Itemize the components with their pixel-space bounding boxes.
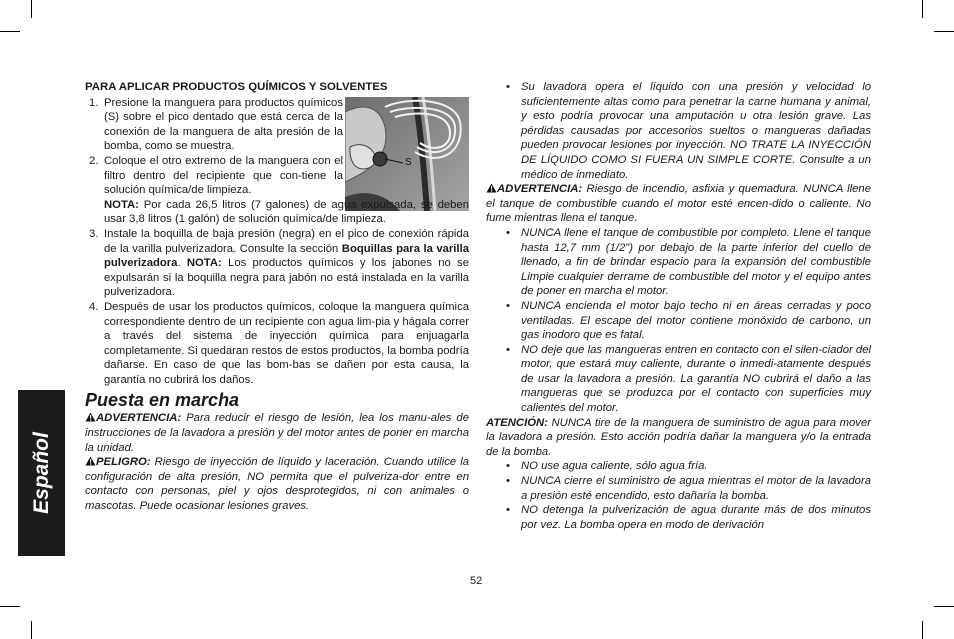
attention-note — [486, 416, 871, 460]
crop-mark — [922, 0, 923, 18]
language-tab — [18, 390, 65, 556]
bullet-dot: • — [506, 343, 510, 356]
step-text: . — [177, 257, 187, 270]
bullet-dot: • — [506, 226, 510, 239]
crop-mark — [31, 0, 32, 18]
bullet-water-supply — [486, 474, 871, 503]
bullet-dot: • — [506, 475, 510, 488]
danger-text: Riesgo de inyección de líquido y laceración. Cuando utilice la configuración de alta presión, NO permita que el pulveriza-dor entre en contacto con personas, piel y ojos desprotegidos, ni con animales o mascotas. Puede ocasionar lesiones graves. — [85, 456, 469, 513]
bullet-dot: • — [506, 460, 510, 473]
warning-fire — [486, 182, 871, 226]
step-number: 4. — [89, 300, 99, 313]
warning-label: ADVERTENCIA: — [497, 183, 583, 196]
bullet-ventilation — [486, 299, 871, 343]
bullet-text: NUNCA llene el tanque de combustible por completo. Llene el tanque hasta 12,7 mm (1/2") por debajo de la parte inferior del cuello de llenado, a fin de brindar espacio para la expansión del combustible Limpie cualquier derrame de combustible del motor y el equipo antes de poner en marcha el motor. — [521, 226, 871, 298]
bullet-spray-duration — [486, 503, 871, 532]
warning-triangle-icon — [486, 183, 497, 193]
step-text: Los productos químicos y los jabones no se expulsarán si la boquilla negra para jabón no está instalada en la varilla pulverizadora. — [104, 257, 469, 299]
step-1 — [85, 96, 343, 154]
attention-label: ATENCIÓN: — [486, 416, 548, 429]
chemical-section-heading: PARA APLICAR PRODUCTOS QUÍMICOS Y SOLVENTES — [85, 81, 388, 93]
step-3 — [85, 227, 469, 300]
step-text: Después de usar los productos químicos, coloque la manguera química correspondiente dentro de un recipiente con agua lim-pia y hágala correr a través del sistema de inyección química para enjuagarla completamente. Si quedaran restos de estos productos, la bomba podría dañarse. En caso de que las bom-bas se dañen por esta causa, la garantía no cubrirá los daños. — [104, 300, 469, 386]
note-text: Por cada 26,5 litros (7 galones) de agua expulsada, se deben usar 3,8 litros (1 galón) de solución química/de limpieza. — [104, 198, 469, 226]
bullet-muffler — [486, 343, 871, 416]
warning-triangle-icon — [85, 456, 96, 466]
right-column — [486, 80, 871, 532]
bullet-text: NUNCA cierre el suministro de agua mientras el motor de la lavadora a presión esté encendido, esto dañaría la bomba. — [521, 475, 871, 502]
bullet-text: NO use agua caliente, sólo agua fría. — [521, 460, 708, 473]
crop-mark — [0, 31, 20, 32]
crop-mark — [934, 606, 954, 607]
crop-mark — [0, 606, 20, 607]
startup-section-title: Puesta en marcha — [85, 390, 240, 411]
note-label: NOTA: — [186, 257, 222, 270]
step-text: Presione la manguera para productos químicos (S) sobre el pico dentado que está cerca de la conexión de la manguera de alta presión de la bomba, como se muestra. — [104, 96, 343, 153]
crop-mark — [31, 621, 32, 639]
language-tab-label: Español — [29, 432, 53, 514]
crop-mark — [934, 31, 954, 32]
section-reference: Boquillas para la varilla pulverizadora — [104, 242, 469, 270]
bullet-fuel-tank — [486, 226, 871, 299]
warning-triangle-icon — [85, 412, 96, 422]
figure-label-s: S — [405, 157, 412, 168]
bullet-text: NO detenga la pulverización de agua durante más de dos minutos por vez. La bomba opera en modo de derivación — [521, 504, 871, 531]
bullet-text: NUNCA encienda el motor bajo techo ni en áreas cerradas y poco ventiladas. El escape del motor contiene monóxido de carbono, un gas inodoro que es fatal. — [521, 299, 871, 342]
danger-injection — [85, 455, 469, 513]
bullet-dot: • — [506, 504, 510, 517]
step-number: 2. — [89, 154, 99, 167]
bullet-dot: • — [506, 81, 510, 93]
step-number: 3. — [89, 227, 99, 240]
step-text: Coloque el otro extremo de la manguera con el filtro dentro del recipiente que con-tiene la solución química/de limpieza. — [104, 154, 343, 197]
note-chemical-ratio — [85, 198, 469, 227]
step-number: 1. — [89, 96, 99, 109]
warning-text: Riesgo de incendio, asfixia y quemadura. NUNCA llene el tanque de combustible cuando el motor esté encen-dido o caliente. No fume mientras llena el tanque. — [486, 183, 871, 225]
step-4 — [85, 300, 469, 388]
page-number: 52 — [470, 575, 483, 587]
warning-text: Para reducir el riesgo de lesión, lea los manu-ales de instrucciones de la lavadora a presión y del motor antes de poner en marcha la unidad. — [85, 412, 469, 454]
step-text: Instale la boquilla de baja presión (negra) en el pico de conexión rápida de la varilla pulverizadora. Consulte la sección — [104, 227, 469, 255]
bullet-dot: • — [506, 299, 510, 312]
crop-mark — [922, 621, 923, 639]
warning-injury — [85, 411, 469, 455]
bullet-injection-risk — [486, 80, 871, 182]
note-label: NOTA: — [104, 198, 139, 211]
bullet-cold-water — [486, 459, 871, 474]
warning-label: ADVERTENCIA: — [96, 412, 182, 425]
bullet-text: Su lavadora opera el líquido con una presión y velocidad lo suficientemente altas como para penetrar la carne humana y animal, y esto podría provocar una amputación u otra lesión grave. Las pérdidas causadas por accesorios sueltos o mangueras dañadas pueden provocar lesiones por inyección. NO TRATE LA INYECCIÓN DE LÍQUIDO COMO SI FUERA UN SIMPLE CORTE. Consulte a un médico de inmediato. — [521, 81, 871, 181]
danger-label: PELIGRO: — [96, 456, 151, 469]
bullet-text: NO deje que las mangueras entren en contacto con el silen-ciador del motor, que estará muy caliente, durante o inmedi-atamente después de usar la lavadora a presión. La garantía NO cubrirá el daño a las mangueras que se produzca por el contacto con superficies muy calientes del motor. — [521, 343, 871, 415]
attention-text: NUNCA tire de la manguera de suministro de agua para mover la lavadora a presión. Esto acción podría dañar la manguera y/o la entrada de la bomba. — [486, 416, 871, 458]
left-column — [85, 80, 469, 514]
step-2 — [85, 154, 343, 198]
